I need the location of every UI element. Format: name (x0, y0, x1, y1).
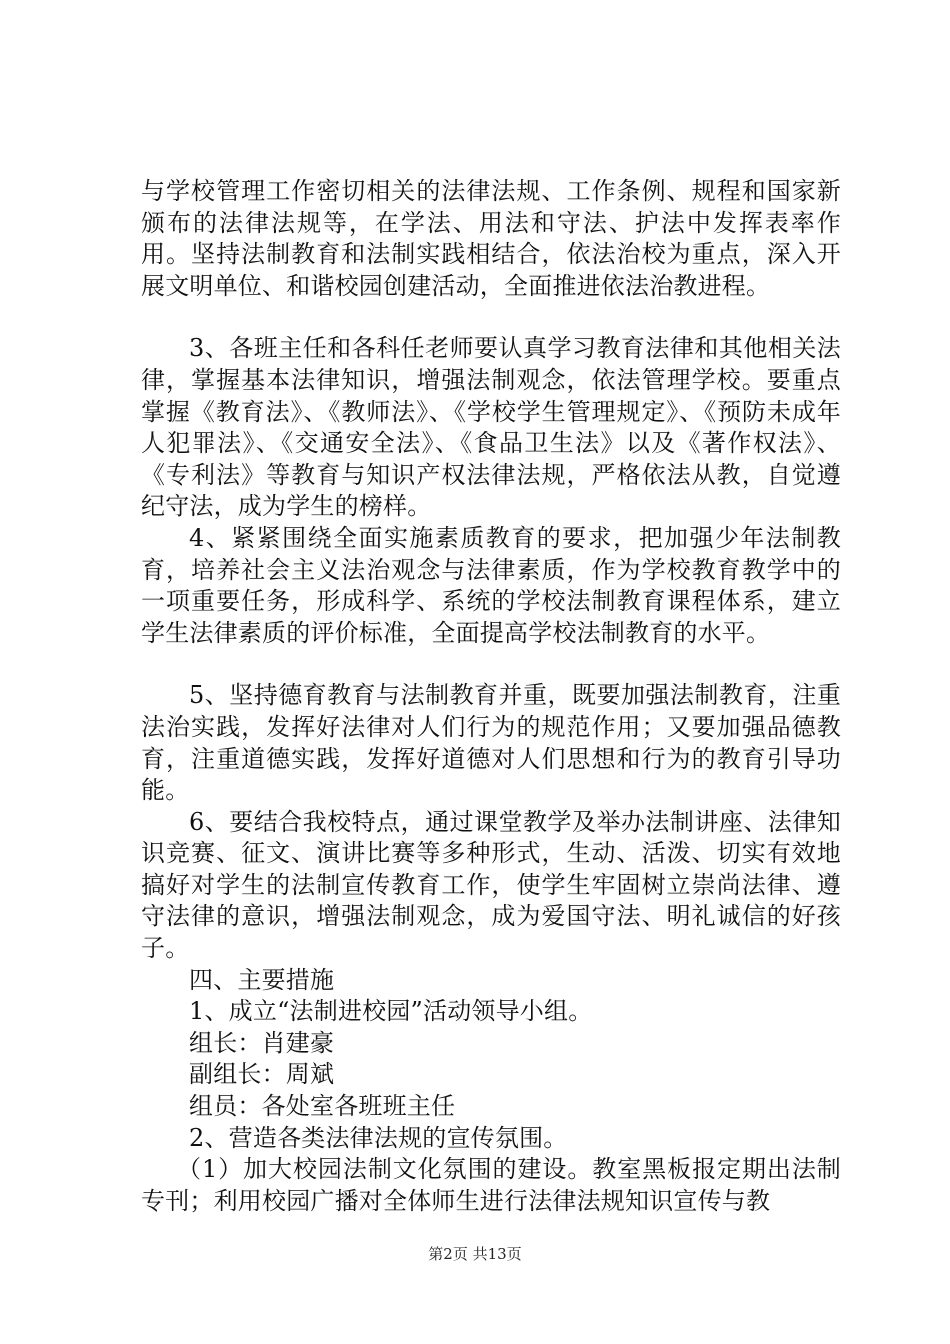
section-heading-measures: 四、主要措施 (189, 965, 335, 994)
page-number-footer: 第2页 共13页 (428, 1245, 522, 1263)
paragraph-item-4: 4、紧紧围绕全面实施素质教育的要求，把加强少年法制教育，培养社会主义法治观念与法律素质，作为学校教育教学中的一项重要任务，形成科学、系统的学校法制教育课程体系，建立学生法律素质的评价标准，全面提高学校法制教育的水平。 (141, 523, 841, 647)
measure-item-2: 2、营造各类法律法规的宣传氛围。 (189, 1123, 568, 1152)
paragraph-item-6: 6、要结合我校特点，通过课堂教学及举办法制讲座、法律知识竞赛、征文、演讲比赛等多种形式，生动、活泼、切实有效地搞好对学生的法制宣传教育工作，使学生牢固树立崇尚法律、遵守法律的意识，增强法制观念，成为爱国守法、明礼诚信的好孩子。 (141, 807, 841, 963)
measure-item-1: 1、成立“法制进校园”活动领导小组。 (189, 997, 593, 1026)
paragraph-1: 与学校管理工作密切相关的法律法规、工作条例、规程和国家新颁布的法律法规等，在学法、用法和守法、护法中发挥表率作用。坚持法制教育和法制实践相结合，依法治校为重点，深入开展文明单位、和谐校园创建活动，全面推进依法治教进程。 (141, 177, 841, 300)
document-body (141, 176, 841, 1217)
group-leader: 组长：肖建豪 (189, 1028, 335, 1057)
paragraph-item-3: 3、各班主任和各科任老师要认真学习教育法律和其他相关法律，掌握基本法律知识，增强法制观念，依法管理学校。要重点掌握《教育法》、《教师法》、《学校学生管理规定》、《预防未成年人犯罪法》、《交通安全法》、《食品卫生法》以及《著作权法》、《专利法》等教育与知识产权法律法规，严格依法从教，自觉遵纪守法，成为学生的榜样。 (141, 334, 841, 521)
group-members: 组员：各处室各班班主任 (189, 1092, 456, 1121)
paragraph-item-5: 5、坚持德育教育与法制教育并重，既要加强法制教育，注重法治实践，发挥好法律对人们行为的规范作用；又要加强品德教育，注重道德实践，发挥好道德对人们思想和行为的教育引导功能。 (141, 681, 841, 805)
deputy-group-leader: 副组长：周斌 (189, 1060, 335, 1089)
measure-item-2-1: （1）加大校园法制文化氛围的建设。教室黑板报定期出法制专刊；利用校园广播对全体师生进行法律法规知识宣传与教 (141, 1155, 841, 1215)
